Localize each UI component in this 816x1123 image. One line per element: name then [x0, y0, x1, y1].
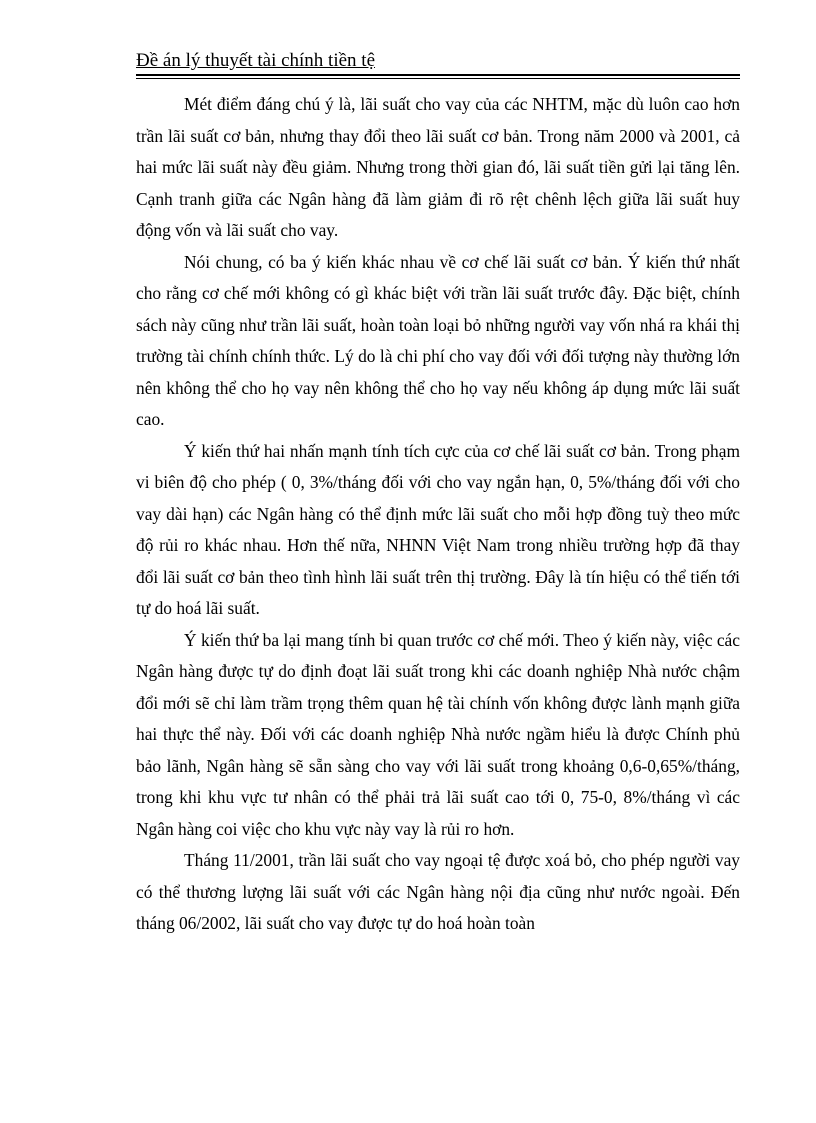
- paragraph-3: Ý kiến thứ hai nhấn mạnh tính tích cực của cơ chế lãi suất cơ bản. Trong phạm vi biên độ cho phép ( 0, 3%/tháng đối với cho vay ngắn hạn, 0, 5%/tháng đối với cho vay dài hạn) các Ngân hàng có thể định mức lãi suất cho mỗi hợp đồng tuỳ theo mức độ rủi ro khác nhau. Hơn thế nữa, NHNN Việt Nam trong nhiều trường hợp đã thay đổi lãi suất cơ bản theo tình hình lãi suất trên thị trường. Đây là tín hiệu có thể tiến tới tự do hoá lãi suất.: [136, 440, 740, 618]
- header-title: Đề án lý thuyết tài chính tiền tệ: [136, 50, 376, 71]
- document-body: [136, 89, 740, 940]
- paragraph-2: Nói chung, có ba ý kiến khác nhau về cơ chế lãi suất cơ bản. Ý kiến thứ nhất cho rằng cơ chế mới không có gì khác biệt với trần lãi suất trước đây. Đặc biệt, chính sách này cũng như trần lãi suất, hoàn toàn loại bỏ những người vay vốn nhá ra khái thị trường tài chính chính thức. Lý do là chi phí cho vay đối với đối tượng này thường lớn nên không thể cho họ vay nên không thể cho họ vay nếu không áp dụng mức lãi suất cao.: [136, 251, 740, 429]
- paragraph-1: Mét điểm đáng chú ý là, lãi suất cho vay của các NHTM, mặc dù luôn cao hơn trần lãi suất cơ bản, nhưng thay đổi theo lãi suất cơ bản. Trong năm 2000 và 2001, cả hai mức lãi suất này đều giảm. Nhưng trong thời gian đó, lãi suất tiền gửi lại tăng lên. Cạnh tranh giữa các Ngân hàng đã làm giảm đi rõ rệt chênh lệch giữa lãi suất huy động vốn và lãi suất cho vay.: [136, 94, 740, 240]
- page-header: [136, 50, 740, 79]
- header-rule: [136, 74, 740, 79]
- paragraph-5: Tháng 11/2001, trần lãi suất cho vay ngoại tệ được xoá bỏ, cho phép người vay có thể thương lượng lãi suất với các Ngân hàng nội địa cũng như nước ngoài. Đến tháng 06/2002, lãi suất cho vay được tự do hoá hoàn toàn: [136, 850, 740, 933]
- paragraph-4: Ý kiến thứ ba lại mang tính bi quan trước cơ chế mới. Theo ý kiến này, việc các Ngân hàng được tự do định đoạt lãi suất trong khi các doanh nghiệp Nhà nước chậm đổi mới sẽ chỉ làm trầm trọng thêm quan hệ tài chính vốn không được lành mạnh giữa hai thực thể này. Đối với các doanh nghiệp Nhà nước ngầm hiểu là được Chính phủ bảo lãnh, Ngân hàng sẽ sẵn sàng cho vay với lãi suất trong khoảng 0,6-0,65%/tháng, trong khi khu vực tư nhân có thể phải trả lãi suất cao tới 0, 75-0, 8%/tháng vì các Ngân hàng coi việc cho khu vực này vay là rủi ro hơn.: [136, 629, 740, 839]
